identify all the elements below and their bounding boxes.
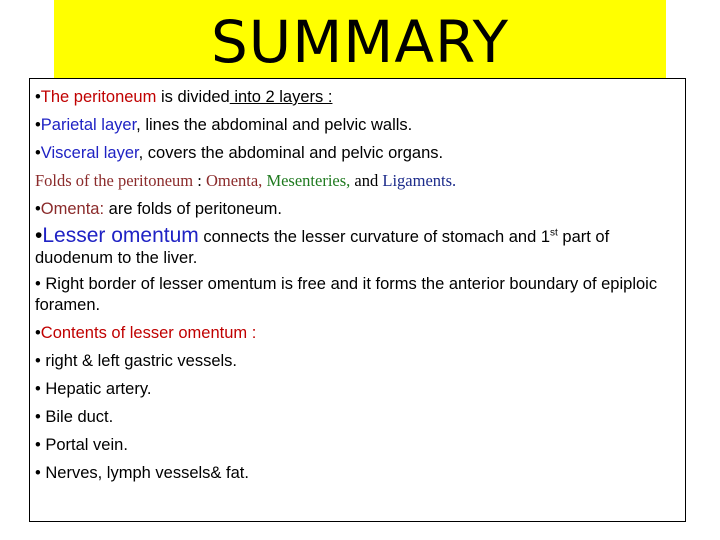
text-underlined: into 2 layers : [229, 88, 333, 106]
line-portal-vein: • Portal vein. [35, 436, 128, 454]
line-lesser-omentum [35, 223, 683, 272]
text: and [350, 171, 383, 190]
term-omenta: Omenta, [205, 171, 263, 190]
line-visceral-layer [35, 139, 683, 167]
term-folds: Folds of the peritoneum [35, 171, 194, 190]
term-visceral-layer: Visceral layer [40, 144, 139, 162]
bullet: • [35, 144, 41, 162]
line-bile-duct: • Bile duct. [35, 408, 114, 426]
text: part of duodenum to the liver. [35, 228, 610, 267]
line-peritoneum-layers [35, 83, 683, 111]
line-nerves: • Nerves, lymph vessels& fat. [35, 464, 249, 482]
line-gastric-vessels: • right & left gastric vessels. [35, 352, 238, 370]
text: connects the lesser curvature of stomach and 1 [198, 228, 551, 246]
bullet: • [35, 224, 43, 247]
line-contents [35, 319, 683, 347]
text: are folds of peritoneum. [104, 200, 282, 218]
term-contents: Contents of lesser omentum : [40, 324, 257, 342]
bullet: • [35, 200, 41, 218]
text: is divided [156, 88, 230, 106]
text: , covers the abdominal and pelvic organs. [138, 144, 444, 162]
term-omenta-def: Omenta: [40, 200, 105, 218]
summary-content [35, 83, 683, 487]
line-parietal-layer [35, 111, 683, 139]
page-title: SUMMARY [210, 8, 510, 76]
text: , lines the abdominal and pelvic walls. [136, 116, 413, 134]
text: : [193, 171, 206, 190]
superscript: st [550, 227, 558, 239]
term-lesser-omentum: Lesser omentum [42, 224, 199, 247]
bullet: • [35, 88, 41, 106]
term-peritoneum: The peritoneum [40, 88, 157, 106]
bullet: • [35, 324, 41, 342]
term-parietal-layer: Parietal layer [40, 116, 137, 134]
bullet: • [35, 116, 41, 134]
term-ligaments: Ligaments. [382, 171, 457, 190]
line-folds [35, 167, 683, 195]
line-right-border: • Right border of lesser omentum is free and it forms the anterior boundary of epiploic foramen. [35, 275, 658, 314]
line-omenta [35, 195, 683, 223]
term-mesenteries: Mesenteries, [262, 171, 351, 190]
line-hepatic-artery: • Hepatic artery. [35, 380, 152, 398]
